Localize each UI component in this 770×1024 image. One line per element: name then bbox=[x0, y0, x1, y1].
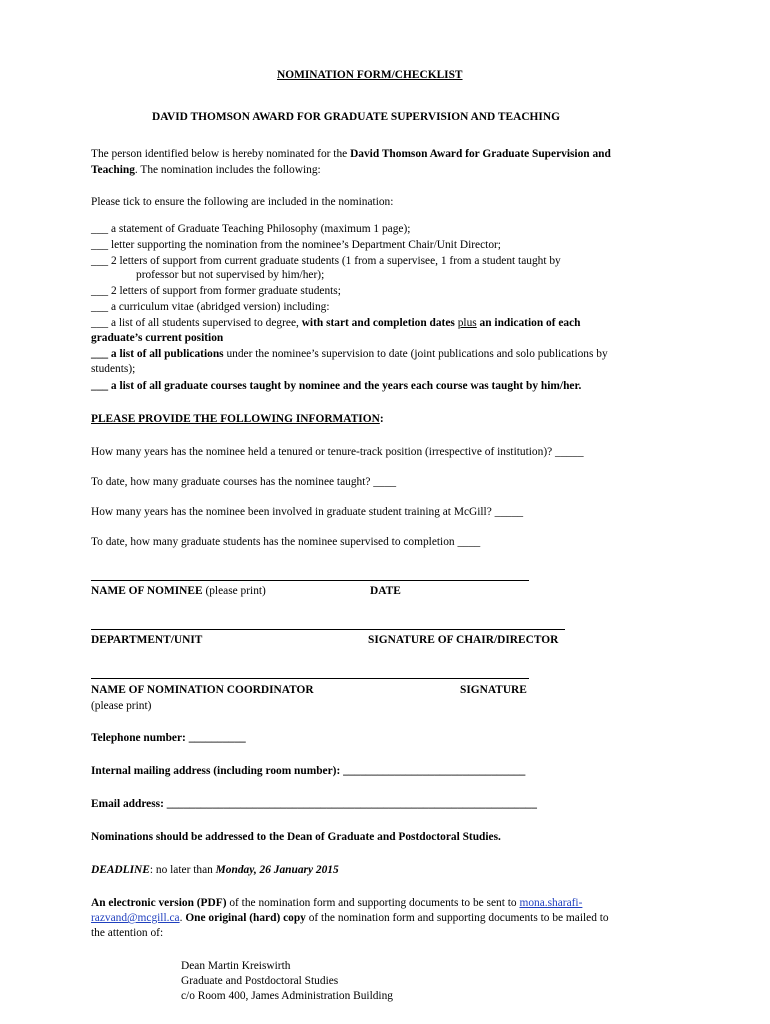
signature-label: SIGNATURE bbox=[460, 684, 527, 696]
tick-blank[interactable]: ___ bbox=[91, 317, 109, 329]
intro-line-2 bbox=[91, 163, 321, 177]
question-tenure-years bbox=[91, 445, 584, 459]
question-text: How many years has the nominee held a tenured or tenure-track position (irrespective of institution)? bbox=[91, 446, 556, 458]
checklist-item-publications bbox=[91, 347, 608, 361]
coordinator-signature-line[interactable] bbox=[91, 678, 529, 679]
electronic-instructions-line-1 bbox=[91, 896, 582, 910]
info-heading bbox=[91, 412, 384, 426]
question-text: How many years has the nominee been involved in graduate student training at McGill? bbox=[91, 506, 495, 518]
telephone-label: Telephone number: bbox=[91, 732, 189, 744]
deadline-text: : no later than bbox=[149, 864, 216, 876]
checklist-item-publications-cont: students); bbox=[91, 363, 136, 375]
tick-blank[interactable]: ___ bbox=[91, 223, 109, 235]
question-mcgill-years bbox=[91, 505, 523, 519]
checklist-item-current-students bbox=[91, 254, 561, 268]
telephone-field bbox=[91, 731, 246, 745]
tick-blank[interactable]: ___ bbox=[91, 239, 109, 251]
intro-lead: The person identified below is hereby nominated for the bbox=[91, 148, 351, 160]
checklist-item-former-students bbox=[91, 284, 341, 298]
chair-signature-label: SIGNATURE OF CHAIR/DIRECTOR bbox=[368, 634, 559, 646]
contact-email-link[interactable]: razvand@mcgill.ca bbox=[91, 912, 180, 924]
checklist-item-courses[interactable]: ___ a list of all graduate courses taught by nominee and the years each course was taught by him/her. bbox=[91, 380, 582, 392]
address-line-2: Graduate and Postdoctoral Studies bbox=[181, 975, 339, 987]
electronic-version-label: An electronic version (PDF) bbox=[91, 897, 227, 909]
checklist-item-chair-letter bbox=[91, 238, 501, 252]
deadline bbox=[91, 863, 339, 877]
deadline-date: Monday, 26 January 2015 bbox=[215, 864, 339, 876]
intro-line-1 bbox=[91, 147, 611, 161]
checklist-item-text: a curriculum vitae (abridged version) including: bbox=[108, 301, 330, 313]
checklist-item-text: 2 letters of support from former graduate students; bbox=[108, 285, 341, 297]
checklist-item-current-students-cont: professor but not supervised by him/her); bbox=[136, 269, 325, 281]
department-chair-line[interactable] bbox=[91, 629, 565, 630]
intro-award-name-cont: Teaching bbox=[91, 164, 135, 176]
electronic-instructions-line-2 bbox=[91, 911, 609, 925]
checklist-item-emphasis: an indication of each bbox=[476, 317, 581, 329]
addressed-to-note: Nominations should be addressed to the Dean of Graduate and Postdoctoral Studies. bbox=[91, 831, 501, 843]
address-line-3: c/o Room 400, James Administration Building bbox=[181, 990, 393, 1002]
checklist-item-philosophy bbox=[91, 222, 410, 236]
checklist-item-text: letter supporting the nomination from the nominee’s Department Chair/Unit Director; bbox=[108, 239, 501, 251]
info-heading-text: PLEASE PROVIDE THE FOLLOWING INFORMATION bbox=[91, 413, 380, 425]
original-copy-label: One original (hard) copy bbox=[185, 912, 306, 924]
checklist-item-text: a statement of Graduate Teaching Philosophy (maximum 1 page); bbox=[108, 223, 411, 235]
checklist-item-emphasis: with start and completion dates bbox=[301, 317, 458, 329]
nominee-name-label bbox=[91, 584, 266, 598]
info-heading-colon: : bbox=[379, 413, 384, 425]
checklist-item-students-list bbox=[91, 316, 581, 330]
tick-blank[interactable]: ___ bbox=[91, 255, 109, 267]
checklist-item-emphasis[interactable]: ___ a list of all publications bbox=[91, 348, 224, 360]
label-text: NAME OF NOMINEE bbox=[91, 585, 203, 597]
checklist-item-students-list-cont: graduate’s current position bbox=[91, 332, 224, 344]
deadline-label: DEADLINE bbox=[91, 864, 150, 876]
answer-blank[interactable]: ____ bbox=[457, 536, 481, 548]
question-courses-taught bbox=[91, 475, 396, 489]
intro-tail: . The nomination includes the following: bbox=[134, 164, 321, 176]
separator-text: . bbox=[179, 912, 186, 924]
mailing-address-input[interactable]: ________________________________ bbox=[343, 765, 526, 777]
question-text: To date, how many graduate courses has the nominee taught? bbox=[91, 476, 374, 488]
contact-email-link[interactable]: mona.sharafi- bbox=[519, 897, 583, 909]
mailing-address-field bbox=[91, 764, 525, 778]
email-label: Email address: bbox=[91, 798, 167, 810]
intro-award-name: David Thomson Award for Graduate Supervision and bbox=[350, 148, 611, 160]
coordinator-name-label: NAME OF NOMINATION COORDINATOR bbox=[91, 684, 314, 696]
checklist-item-text: under the nominee’s supervision to date (joint publications and solo publications by bbox=[223, 348, 608, 360]
date-label: DATE bbox=[370, 585, 401, 597]
email-field bbox=[91, 797, 537, 811]
question-students-supervised bbox=[91, 535, 480, 549]
checklist-item-cv bbox=[91, 300, 330, 314]
nominee-date-line[interactable] bbox=[91, 580, 529, 581]
answer-blank[interactable]: _____ bbox=[494, 506, 524, 518]
tick-instruction: Please tick to ensure the following are included in the nomination: bbox=[91, 196, 394, 208]
telephone-input[interactable]: __________ bbox=[188, 732, 246, 744]
award-title: DAVID THOMSON AWARD FOR GRADUATE SUPERVISION AND TEACHING bbox=[152, 111, 560, 123]
answer-blank[interactable]: ____ bbox=[373, 476, 397, 488]
label-note: (please print) bbox=[202, 585, 266, 597]
answer-blank[interactable]: _____ bbox=[555, 446, 584, 458]
checklist-item-plus: plus bbox=[457, 317, 477, 329]
tick-blank[interactable]: ___ bbox=[91, 285, 109, 297]
email-input[interactable]: _________________________________________________________________ bbox=[166, 798, 537, 810]
mailing-address-label: Internal mailing address (including room number): bbox=[91, 765, 344, 777]
form-title: NOMINATION FORM/CHECKLIST bbox=[277, 69, 463, 81]
tick-blank[interactable]: ___ bbox=[91, 301, 109, 313]
coordinator-note: (please print) bbox=[91, 700, 152, 712]
department-label: DEPARTMENT/UNIT bbox=[91, 634, 203, 646]
checklist-item-text: a list of all students supervised to degree, bbox=[108, 317, 302, 329]
original-copy-text: of the nomination form and supporting documents to be mailed to bbox=[305, 912, 609, 924]
attention-line: the attention of: bbox=[91, 927, 164, 939]
electronic-version-text: of the nomination form and supporting documents to be sent to bbox=[226, 897, 520, 909]
address-line-1: Dean Martin Kreiswirth bbox=[181, 960, 291, 972]
question-text: To date, how many graduate students has the nominee supervised to completion bbox=[91, 536, 458, 548]
checklist-item-text: 2 letters of support from current graduate students (1 from a supervisee, 1 from a student taught by bbox=[108, 255, 561, 267]
